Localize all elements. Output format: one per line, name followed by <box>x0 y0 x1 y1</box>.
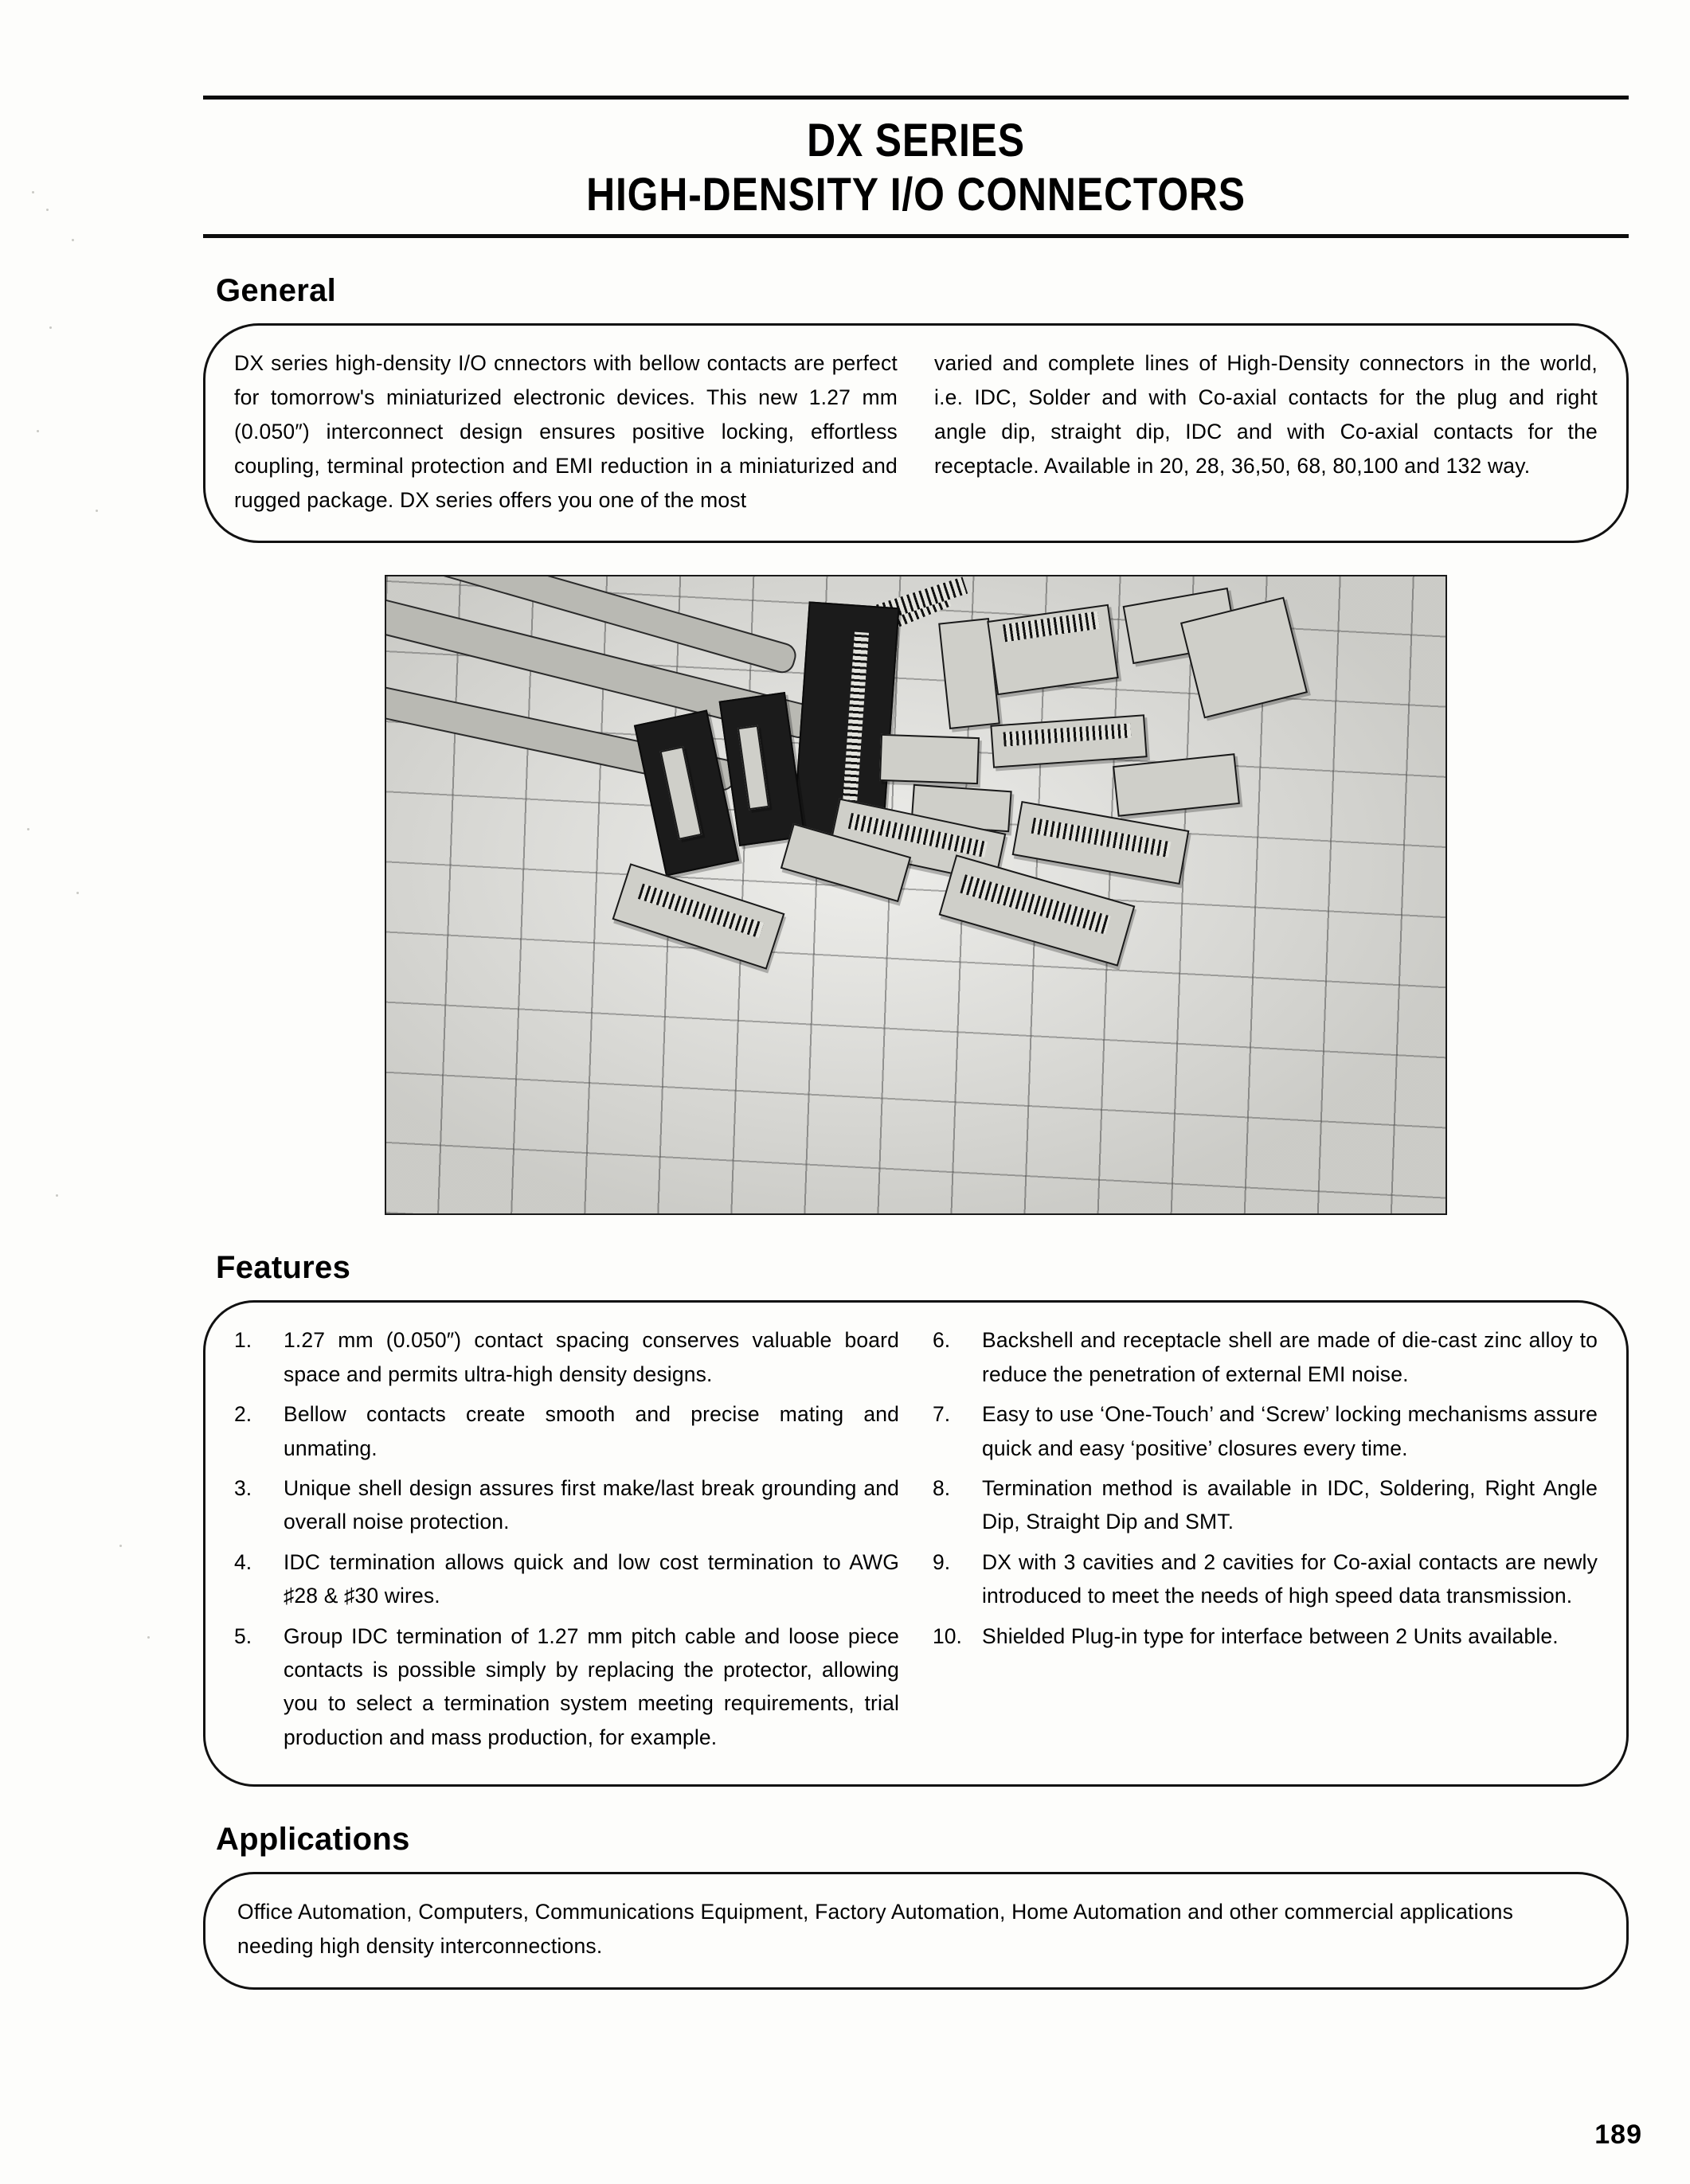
general-text-left: DX series high-density I/O cnnectors with bellow contacts are perfect for tomorrow's miniaturized electronic devices. This new 1.27 mm (0.050″) interconnect design ensures positive locking, effortless coupling, terminal protection and EMI reduction in a miniaturized and rugged package. DX series offers you one of the most <box>234 350 898 512</box>
list-item-text: Bellow contacts create smooth and precise mating and unmating. <box>284 1402 899 1460</box>
title-rule-bottom <box>203 234 1629 238</box>
list-item <box>234 1619 899 1755</box>
list-item-text: 1.27 mm (0.050″) contact spacing conserves valuable board space and permits ultra-high density designs. <box>284 1328 899 1386</box>
product-photo-wrap <box>203 575 1629 1215</box>
general-text-right: varied and complete lines of High-Density connectors in the world, i.e. IDC, Solder and with Co-axial contacts for the plug and right angle dip, straight dip, IDC and with Co-axial contacts for the receptacle. Available in 20, 28, 36,50, 68, 80,100 and 132 way. <box>934 350 1598 478</box>
list-item-text: Easy to use ‘One-Touch’ and ‘Screw’ locking mechanisms assure quick and easy ‘positive’ closures every time. <box>982 1402 1598 1460</box>
list-item-text: Backshell and receptacle shell are made of die-cast zinc alloy to reduce the penetration of external EMI noise. <box>982 1328 1598 1386</box>
list-item-number: 6. <box>933 1328 951 1353</box>
product-photo-connectors-on-grid <box>385 575 1447 1215</box>
page-title <box>203 114 1629 223</box>
list-item <box>234 1545 899 1613</box>
page-content <box>203 96 1629 1990</box>
features-column-left <box>234 1323 899 1760</box>
scan-speckle <box>72 239 74 241</box>
scan-speckle <box>76 892 79 894</box>
list-item-number: 4. <box>234 1549 252 1574</box>
list-item-number: 1. <box>234 1328 252 1353</box>
list-item-number: 8. <box>933 1476 951 1501</box>
list-item <box>234 1323 899 1391</box>
section-heading-features: Features <box>216 1250 351 1286</box>
features-list-right <box>933 1323 1598 1653</box>
list-item <box>234 1471 899 1539</box>
list-item <box>933 1323 1598 1391</box>
list-item-number: 10. <box>933 1623 962 1648</box>
page-number: 189 <box>1594 2120 1642 2150</box>
list-item-number: 7. <box>933 1402 951 1427</box>
scan-speckle <box>46 209 49 211</box>
list-item-text: Group IDC termination of 1.27 mm pitch cable and loose piece contacts is possible simply by replacing the protector, allowing you to select a termination system meeting requirements, trial production and mass production, for example. <box>284 1623 899 1749</box>
list-item-text: DX with 3 cavities and 2 cavities for Co-axial contacts are newly introduced to meet the needs of high speed data transmission. <box>982 1549 1598 1608</box>
list-item-number: 5. <box>234 1623 252 1648</box>
list-item-text: Shielded Plug-in type for interface between 2 Units available. <box>982 1623 1559 1648</box>
list-item-number: 3. <box>234 1476 252 1501</box>
page-title-line-2: HIGH-DENSITY I/O CONNECTORS <box>586 169 1246 221</box>
section-heading-applications: Applications <box>216 1822 410 1858</box>
scan-speckle <box>49 326 52 329</box>
list-item <box>933 1397 1598 1465</box>
list-item-text: Unique shell design assures first make/last break grounding and overall noise protection. <box>284 1476 899 1534</box>
scan-speckle <box>37 430 39 432</box>
page-title-line-1: DX SERIES <box>807 115 1025 166</box>
receptacle-connector <box>879 734 980 784</box>
list-item <box>933 1619 1598 1653</box>
applications-box <box>203 1872 1629 1990</box>
scan-speckle <box>119 1545 122 1547</box>
section-heading-general: General <box>216 272 337 308</box>
scan-speckle <box>27 828 29 830</box>
title-rule-top <box>203 96 1629 100</box>
list-item <box>234 1397 899 1465</box>
list-item <box>933 1545 1598 1613</box>
list-item-text: Termination method is available in IDC, Soldering, Right Angle Dip, Straight Dip and SMT. <box>982 1476 1598 1534</box>
list-item-number: 2. <box>234 1402 252 1427</box>
applications-text: Office Automation, Computers, Communications Equipment, Factory Automation, Home Automation and other commercial applications needing high density interconnections. <box>237 1900 1514 1959</box>
features-box <box>203 1300 1629 1787</box>
general-box <box>203 323 1629 544</box>
scan-speckle <box>96 510 98 512</box>
list-item <box>933 1471 1598 1539</box>
features-column-right <box>933 1323 1598 1760</box>
list-item-number: 9. <box>933 1549 951 1574</box>
scan-speckle <box>32 191 34 193</box>
scan-speckle <box>56 1194 58 1197</box>
scan-speckle <box>147 1636 150 1639</box>
features-list-left <box>234 1323 899 1754</box>
list-item-text: IDC termination allows quick and low cost termination to AWG ♯28 & ♯30 wires. <box>284 1549 899 1608</box>
